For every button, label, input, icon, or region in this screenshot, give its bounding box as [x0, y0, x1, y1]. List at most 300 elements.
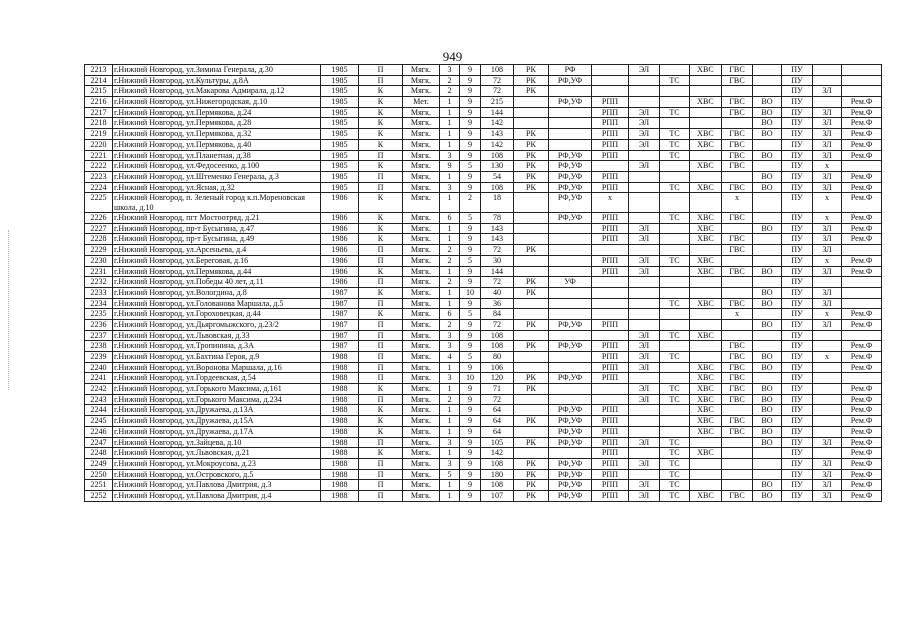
table-cell: Мягк. — [403, 330, 440, 341]
table-cell: РК — [514, 171, 549, 182]
table-cell — [690, 319, 722, 330]
table-cell — [842, 65, 882, 76]
table-cell: ГВС — [722, 150, 753, 161]
table-cell: 10 — [460, 287, 481, 298]
table-cell: ПУ — [782, 319, 813, 330]
table-cell — [660, 86, 690, 97]
table-cell — [690, 245, 722, 256]
table-row — [85, 319, 882, 330]
table-cell — [753, 341, 782, 352]
table-cell: 2 — [440, 277, 460, 288]
table-cell: 105 — [481, 437, 514, 448]
table-cell — [813, 75, 842, 86]
table-cell: ЭЛ — [629, 266, 660, 277]
table-cell: П — [359, 330, 403, 341]
table-cell: 9 — [460, 341, 481, 352]
table-cell: ЭЛ — [629, 341, 660, 352]
table-cell: РК — [514, 416, 549, 427]
table-cell — [549, 287, 592, 298]
table-cell: РФ,УФ — [549, 469, 592, 480]
table-cell: 6 — [440, 213, 460, 224]
table-cell: 9 — [460, 139, 481, 150]
table-cell: ВО — [753, 352, 782, 363]
table-cell: 84 — [481, 309, 514, 320]
row-number-cell: 2216 — [85, 97, 113, 108]
table-cell: Рем.Ф — [842, 182, 882, 193]
table-cell: ГВС — [722, 65, 753, 76]
table-cell: П — [359, 298, 403, 309]
table-cell: ЗЛ — [813, 469, 842, 480]
table-cell: х — [813, 193, 842, 213]
row-number-cell: 2233 — [85, 287, 113, 298]
table-cell: ГВС — [722, 384, 753, 395]
table-cell: Мягк. — [403, 341, 440, 352]
table-cell: 78 — [481, 213, 514, 224]
table-row — [85, 394, 882, 405]
table-cell: Мягк. — [403, 266, 440, 277]
row-number-cell: 2218 — [85, 118, 113, 129]
table-cell — [514, 405, 549, 416]
table-cell: 180 — [481, 469, 514, 480]
row-number-cell: 2223 — [85, 171, 113, 182]
page-number: 949 — [442, 49, 463, 64]
table-cell — [549, 118, 592, 129]
table-cell: 72 — [481, 86, 514, 97]
table-cell: 1985 — [321, 161, 359, 172]
table-cell — [549, 86, 592, 97]
table-cell: ПУ — [782, 255, 813, 266]
table-cell: 5 — [460, 161, 481, 172]
address-cell: г.Нижний Новгород, ул.Львовская, д.33 — [113, 330, 321, 341]
table-row — [85, 223, 882, 234]
table-cell — [690, 193, 722, 213]
table-cell: 1 — [440, 129, 460, 140]
table-cell: ПУ — [782, 213, 813, 224]
table-cell: Мягк. — [403, 352, 440, 363]
table-cell: ЭЛ — [629, 118, 660, 129]
table-row — [85, 287, 882, 298]
table-cell: Рем.Ф — [842, 437, 882, 448]
row-number-cell: 2238 — [85, 341, 113, 352]
table-cell: ПУ — [782, 458, 813, 469]
table-cell: ВО — [753, 129, 782, 140]
table-cell: К — [359, 107, 403, 118]
table-cell: ЗЛ — [813, 490, 842, 501]
table-cell — [514, 448, 549, 459]
table-cell: ГВС — [722, 182, 753, 193]
table-row — [85, 309, 882, 320]
address-cell: г.Нижний Новгород, ул.Зайцева, д.10 — [113, 437, 321, 448]
table-cell — [842, 75, 882, 86]
table-cell: 1985 — [321, 150, 359, 161]
table-cell: К — [359, 139, 403, 150]
table-cell: 9 — [460, 107, 481, 118]
table-cell — [842, 298, 882, 309]
table-cell: 1988 — [321, 352, 359, 363]
table-cell — [753, 86, 782, 97]
table-cell: Мягк. — [403, 86, 440, 97]
table-cell: 4 — [440, 352, 460, 363]
table-cell: РПП — [592, 405, 629, 416]
table-cell: ХВС — [690, 139, 722, 150]
table-cell: 3 — [440, 330, 460, 341]
table-cell: ВО — [753, 384, 782, 395]
table-cell: ХВС — [690, 65, 722, 76]
row-number-cell: 2215 — [85, 86, 113, 97]
table-cell: УФ — [549, 277, 592, 288]
table-cell — [690, 287, 722, 298]
table-cell: 1 — [440, 107, 460, 118]
table-cell — [690, 171, 722, 182]
table-cell: 9 — [460, 394, 481, 405]
table-cell: х — [722, 309, 753, 320]
table-cell — [690, 150, 722, 161]
table-cell: ЭЛ — [629, 437, 660, 448]
table-cell — [592, 298, 629, 309]
table-cell: Рем.Ф — [842, 266, 882, 277]
table-cell: Рем.Ф — [842, 469, 882, 480]
table-cell: ВО — [753, 416, 782, 427]
table-cell: РПП — [592, 416, 629, 427]
address-cell: г.Нижний Новгород, ул.Пермякова, д.28 — [113, 118, 321, 129]
table-cell — [753, 234, 782, 245]
table-cell — [514, 309, 549, 320]
table-cell — [722, 171, 753, 182]
table-cell: ХВС — [690, 330, 722, 341]
table-cell: ПУ — [782, 107, 813, 118]
table-cell: Мягк. — [403, 480, 440, 491]
table-cell — [690, 341, 722, 352]
table-cell — [660, 341, 690, 352]
address-cell: г.Нижний Новгород, ул.Дружаева, д.15А — [113, 416, 321, 427]
table-cell: 36 — [481, 298, 514, 309]
address-cell: г.Нижний Новгород, ул.Гордеевская, д.54 — [113, 373, 321, 384]
address-cell: г.Нижний Новгород, ул.Бахтина Героя, д.9 — [113, 352, 321, 363]
table-cell: 3 — [440, 150, 460, 161]
table-cell: 143 — [481, 223, 514, 234]
table-cell: 1988 — [321, 384, 359, 395]
table-cell: РК — [514, 469, 549, 480]
table-cell: 72 — [481, 319, 514, 330]
row-number-cell: 2241 — [85, 373, 113, 384]
table-cell: ЭЛ — [629, 352, 660, 363]
table-cell: 1 — [440, 118, 460, 129]
table-cell — [514, 394, 549, 405]
row-number-cell: 2225 — [85, 193, 113, 213]
table-cell: РПП — [592, 448, 629, 459]
table-cell: 144 — [481, 266, 514, 277]
table-cell: РФ,УФ — [549, 161, 592, 172]
table-cell: 71 — [481, 384, 514, 395]
table-cell: 9 — [460, 75, 481, 86]
table-cell: П — [359, 480, 403, 491]
table-cell: 108 — [481, 458, 514, 469]
table-cell: РФ — [549, 65, 592, 76]
table-cell: ЭЛ — [629, 490, 660, 501]
table-cell: Рем.Ф — [842, 223, 882, 234]
table-cell: П — [359, 341, 403, 352]
table-cell — [690, 86, 722, 97]
row-number-cell: 2236 — [85, 319, 113, 330]
table-cell: ВО — [753, 394, 782, 405]
table-cell: ХВС — [690, 255, 722, 266]
table-row — [85, 480, 882, 491]
table-cell: ТС — [660, 480, 690, 491]
address-cell: г.Нижний Новгород, ул.Воронова Маршала, д.16 — [113, 362, 321, 373]
table-row — [85, 75, 882, 86]
table-row — [85, 139, 882, 150]
table-cell: ВО — [753, 426, 782, 437]
table-cell: РПП — [592, 352, 629, 363]
table-cell: ГВС — [722, 298, 753, 309]
table-cell: П — [359, 490, 403, 501]
table-cell — [753, 161, 782, 172]
table-cell — [629, 75, 660, 86]
registry-body — [85, 65, 882, 502]
table-cell: 130 — [481, 161, 514, 172]
table-cell: Рем.Ф — [842, 384, 882, 395]
row-number-cell: 2245 — [85, 416, 113, 427]
table-cell: ЗЛ — [813, 480, 842, 491]
table-cell: Рем.Ф — [842, 171, 882, 182]
table-cell: ЭЛ — [629, 139, 660, 150]
table-cell: 142 — [481, 118, 514, 129]
table-cell: Рем.Ф — [842, 341, 882, 352]
table-cell: 5 — [440, 469, 460, 480]
row-number-cell: 2248 — [85, 448, 113, 459]
row-number-cell: 2217 — [85, 107, 113, 118]
table-cell — [660, 171, 690, 182]
table-cell: РПП — [592, 171, 629, 182]
table-cell — [753, 193, 782, 213]
row-number-cell: 2227 — [85, 223, 113, 234]
table-cell: 1 — [440, 193, 460, 213]
table-cell — [592, 287, 629, 298]
table-cell: П — [359, 373, 403, 384]
table-cell: Рем.Ф — [842, 490, 882, 501]
table-cell: ЭЛ — [629, 394, 660, 405]
table-cell — [629, 182, 660, 193]
table-cell: Мягк. — [403, 437, 440, 448]
table-cell — [629, 193, 660, 213]
address-cell: г.Нижний Новгород, ул.Культуры, д.8А — [113, 75, 321, 86]
table-cell — [549, 139, 592, 150]
table-cell: П — [359, 65, 403, 76]
table-cell: 3 — [440, 65, 460, 76]
table-cell — [813, 405, 842, 416]
table-cell: 1985 — [321, 107, 359, 118]
table-cell: ЗЛ — [813, 139, 842, 150]
table-cell: К — [359, 86, 403, 97]
table-cell: Мягк. — [403, 384, 440, 395]
table-cell: ПУ — [782, 448, 813, 459]
address-cell: г.Нижний Новгород, ул.Тропинина, д.3А — [113, 341, 321, 352]
address-cell: г.Нижний Новгород, ул.Победы 40 лет, д.11 — [113, 277, 321, 288]
table-cell: ГВС — [722, 352, 753, 363]
table-cell: Мет. — [403, 97, 440, 108]
table-cell: П — [359, 458, 403, 469]
table-cell — [722, 330, 753, 341]
table-cell: 9 — [460, 319, 481, 330]
table-cell: Рем.Ф — [842, 480, 882, 491]
table-cell: Рем.Ф — [842, 394, 882, 405]
table-cell: ПУ — [782, 480, 813, 491]
table-cell — [514, 426, 549, 437]
table-cell: РК — [514, 490, 549, 501]
row-number-cell: 2221 — [85, 150, 113, 161]
table-cell — [629, 416, 660, 427]
table-cell — [753, 139, 782, 150]
table-cell: 9 — [460, 330, 481, 341]
table-cell: Мягк. — [403, 319, 440, 330]
table-cell: ПУ — [782, 490, 813, 501]
table-cell: ЭЛ — [629, 65, 660, 76]
address-cell: г.Нижний Новгород, ул.Планетная, д.38 — [113, 150, 321, 161]
table-cell: ВО — [753, 182, 782, 193]
table-cell — [813, 341, 842, 352]
table-cell — [514, 234, 549, 245]
table-cell: 10 — [460, 373, 481, 384]
table-cell: ХВС — [690, 266, 722, 277]
table-cell: 72 — [481, 277, 514, 288]
table-cell — [660, 97, 690, 108]
table-cell: 1985 — [321, 86, 359, 97]
address-cell: г.Нижний Новгород, ул.Голованова Маршала, д.5 — [113, 298, 321, 309]
table-cell: ЗЛ — [813, 287, 842, 298]
address-cell: г.Нижний Новгород, пр-т Бусыгина, д.47 — [113, 223, 321, 234]
table-cell: 1 — [440, 234, 460, 245]
table-cell: ПУ — [782, 193, 813, 213]
table-cell: Рем.Ф — [842, 309, 882, 320]
table-cell: Рем.Ф — [842, 352, 882, 363]
table-cell: 9 — [460, 298, 481, 309]
table-cell: РФ,УФ — [549, 213, 592, 224]
table-cell — [660, 426, 690, 437]
table-cell: Мягк. — [403, 171, 440, 182]
table-cell: ТС — [660, 75, 690, 86]
table-cell: 72 — [481, 245, 514, 256]
table-cell — [722, 86, 753, 97]
table-cell — [753, 213, 782, 224]
table-cell: Рем.Ф — [842, 118, 882, 129]
table-cell: 9 — [460, 65, 481, 76]
table-cell: РФ,УФ — [549, 437, 592, 448]
address-cell: г.Нижний Новгород, ул.Павлова Дмитрия, д.3 — [113, 480, 321, 491]
table-cell: ВО — [753, 437, 782, 448]
table-cell: ЗЛ — [813, 171, 842, 182]
table-cell — [660, 287, 690, 298]
table-cell: ЭЛ — [629, 223, 660, 234]
table-cell: ХВС — [690, 182, 722, 193]
table-cell: 1988 — [321, 448, 359, 459]
table-cell: ХВС — [690, 416, 722, 427]
table-cell — [660, 234, 690, 245]
table-cell: ТС — [660, 330, 690, 341]
table-cell: Мягк. — [403, 65, 440, 76]
table-cell: ВО — [753, 298, 782, 309]
table-cell: Мягк. — [403, 448, 440, 459]
address-cell: г.Нижний Новгород, ул.Федосеенко, д.100 — [113, 161, 321, 172]
table-cell — [629, 277, 660, 288]
table-cell: ЭЛ — [629, 107, 660, 118]
table-cell: 9 — [460, 86, 481, 97]
table-cell: 1986 — [321, 234, 359, 245]
table-cell: Рем.Ф — [842, 448, 882, 459]
table-cell: 142 — [481, 139, 514, 150]
table-cell: ПУ — [782, 362, 813, 373]
table-cell: Рем.Ф — [842, 319, 882, 330]
table-cell — [690, 458, 722, 469]
table-cell: РПП — [592, 223, 629, 234]
table-cell: ВО — [753, 97, 782, 108]
table-cell: ПУ — [782, 223, 813, 234]
table-cell — [514, 213, 549, 224]
table-cell: ПУ — [782, 330, 813, 341]
table-cell: РПП — [592, 480, 629, 491]
table-cell: РК — [514, 319, 549, 330]
address-cell: г.Нижний Новгород, ул.Горького Максима, д.234 — [113, 394, 321, 405]
row-number-cell: 2243 — [85, 394, 113, 405]
table-cell: К — [359, 416, 403, 427]
table-cell: 106 — [481, 362, 514, 373]
table-cell: 3 — [440, 437, 460, 448]
table-cell — [813, 416, 842, 427]
table-cell: ПУ — [782, 97, 813, 108]
table-cell — [813, 65, 842, 76]
table-cell: ХВС — [690, 234, 722, 245]
table-cell: РФ,УФ — [549, 490, 592, 501]
table-cell: ЗЛ — [813, 86, 842, 97]
table-cell — [549, 309, 592, 320]
table-cell: Мягк. — [403, 287, 440, 298]
table-cell — [813, 448, 842, 459]
row-number-cell: 2240 — [85, 362, 113, 373]
table-cell: Мягк. — [403, 394, 440, 405]
table-cell — [813, 384, 842, 395]
table-cell: П — [359, 150, 403, 161]
table-cell: Рем.Ф — [842, 405, 882, 416]
table-cell: 1988 — [321, 490, 359, 501]
table-cell: х — [592, 193, 629, 213]
table-cell — [842, 373, 882, 384]
table-cell: 1985 — [321, 139, 359, 150]
address-cell: г.Нижний Новгород, ул.Дружаева, д.13А — [113, 405, 321, 416]
table-cell: ПУ — [782, 469, 813, 480]
table-cell: 9 — [460, 426, 481, 437]
table-cell: ПУ — [782, 437, 813, 448]
row-number-cell: 2237 — [85, 330, 113, 341]
table-cell: 120 — [481, 373, 514, 384]
table-cell: ПУ — [782, 129, 813, 140]
table-row — [85, 193, 882, 213]
table-cell: 1 — [440, 416, 460, 427]
table-row — [85, 266, 882, 277]
table-cell: ВО — [753, 223, 782, 234]
table-cell: 9 — [460, 384, 481, 395]
table-cell: ЭЛ — [629, 330, 660, 341]
table-cell: К — [359, 309, 403, 320]
table-cell — [549, 107, 592, 118]
table-cell — [549, 223, 592, 234]
address-cell: г.Нижний Новгород, ул.Пермякова, д.32 — [113, 129, 321, 140]
table-cell: 1 — [440, 405, 460, 416]
table-cell: РПП — [592, 437, 629, 448]
table-cell: ПУ — [782, 426, 813, 437]
table-cell — [813, 362, 842, 373]
table-cell: РПП — [592, 373, 629, 384]
table-cell: Рем.Ф — [842, 416, 882, 427]
table-cell: К — [359, 223, 403, 234]
